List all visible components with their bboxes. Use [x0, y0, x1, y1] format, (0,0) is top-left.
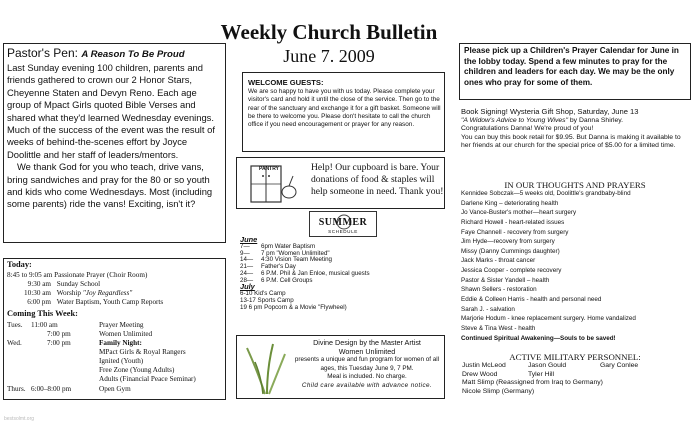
military-list [462, 362, 690, 396]
schedule-july-item: 13-17 Sports Camp [240, 297, 294, 305]
prayer-item: Pastor & Sister Yandell – health [461, 276, 550, 284]
today-schedule-box [3, 258, 226, 400]
welcome-guests-heading: WELCOME GUESTS: [248, 78, 324, 87]
prayers-closing: Continued Spiritual Awakening—Souls to be saved! [461, 334, 616, 342]
coming-row: Thurs. 6:00–8:00 pm Open Gym [7, 385, 131, 393]
schedule-logo-word: SCHEDULE [328, 229, 358, 234]
today-row: 6:00 pm Water Baptism, Youth Camp Reports [27, 298, 164, 306]
today-row: 10:30 am Worship "Joy Regardless" [24, 289, 133, 297]
pantry-text: Help! Our cupboard is bare. Your donations of food & staples will help someone in need. Thank you! [311, 162, 444, 198]
today-heading: Today: [7, 260, 32, 269]
food-pantry-box [236, 157, 445, 209]
grass-art-icon [243, 340, 287, 396]
prayers-heading: IN OUR THOUGHTS AND PRAYERS [504, 180, 646, 190]
prayer-item: Sarah J. - salvation [461, 305, 515, 313]
schedule-july-item: 6-10 Kid's Camp [240, 290, 286, 298]
prayer-item: Jessica Cooper - complete recovery [461, 267, 562, 275]
bulletin-title: Weekly Church Bulletin [220, 20, 438, 44]
prayer-item: Jim Hyde—recovery from surgery [461, 238, 555, 246]
military-heading: ACTIVE MILITARY PERSONNEL: [509, 352, 641, 362]
military-row: Matt Slimp (Reassigned from Iraq to Germany) [462, 379, 603, 386]
divine-design-text [291, 339, 443, 390]
welcome-guests-box [242, 72, 445, 152]
coming-this-week-heading: Coming This Week: [7, 309, 78, 318]
schedule-june-item: 14— 4:30 Vision Team Meeting [240, 256, 332, 264]
divine-design-line4: Meal is included. No charge. [327, 373, 407, 380]
welcome-guests-text: We are so happy to have you with us today. Please complete your visitor's card and hold it until the close of the service. Then go to the rear of the sanctuary and exchange it for a gift basket. Someone will be there to welcome you. Please don't hesitate to call the church office if you need encouragement or prayer for any reason. [248, 88, 441, 129]
military-row: Drew Wood Tyler Hill [462, 370, 555, 378]
prayer-calendar-box [459, 43, 691, 100]
coming-row: Ignited (Youth) [99, 357, 144, 365]
coming-row: MPact Girls & Royal Rangers [99, 348, 186, 356]
schedule-june-item: 9— 7 pm "Women Unlimited" [240, 249, 330, 257]
coming-row: Wed. 7:00 pm Family Night: [7, 339, 142, 347]
watermark-text: bestsolmt.org [4, 416, 35, 422]
prayer-item: Richard Howell - heart-related issues [461, 218, 565, 226]
pastor-pen-heading: Pastor's Pen: A Reason To Be Proud [7, 46, 185, 60]
divine-design-line1: Divine Design by the Master Artist [313, 338, 421, 347]
prayer-item: Faye Channell - recovery from surgery [461, 228, 569, 236]
schedule-june-item: 7— 6pm Water Baptism [240, 242, 316, 250]
prayer-item: Kennidee Sobczak—5 weeks old, Doolittle's grandbaby-blind [461, 190, 631, 197]
today-row: 8:45 to 9:05 am Passionate Prayer (Choir Room) [7, 271, 148, 279]
book-title: "A Widow's Advice to Young Wives" [461, 116, 568, 124]
schedule-june-item: 28— 6 P.M. Cell Groups [240, 276, 313, 284]
bulletin-date: June 7. 2009 [283, 46, 375, 66]
prayer-item: Shawn Sellers - restoration [461, 286, 537, 294]
prayer-item: Jack Marks - throat cancer [461, 257, 536, 265]
prayers-list [461, 189, 691, 343]
prayer-item: Steve & Tina West - health [461, 324, 536, 332]
pantry-logo-text: PANTRY [259, 166, 279, 172]
pastor-pen-box [3, 43, 226, 243]
summer-schedule-list [240, 237, 445, 312]
prayer-item: Marjorie Hodum - knee replacement surgery. Home vandalized [461, 315, 636, 323]
schedule-july-item: 19 6 pm Popcorn & a Movie "Flywheel) [240, 303, 347, 311]
divine-design-line3: presents a unique and fun program for women of all ages, this Tuesday June 9, 7 PM. [294, 356, 440, 372]
prayer-item: Darlene King – deteriorating health [461, 199, 559, 207]
prayer-item: Jo Vance-Buster's mother—heart surgery [461, 209, 577, 217]
schedule-june-item: 24— 6 P.M. Phil & Jan Enloe, musical guests [240, 269, 370, 277]
coming-row: 7:00 pm Women Unlimited [47, 330, 153, 338]
coming-row: Adults (Financial Peace Seminar) [99, 375, 196, 383]
divine-design-line5: Child care available with advance notice. [301, 381, 433, 389]
military-row: Nicole Slimp (Germany) [462, 387, 535, 395]
book-signing [461, 108, 689, 151]
prayer-item: Missy (Danny Cummings daughter) [461, 247, 560, 255]
prayer-calendar-text: Please pick up a Children's Prayer Calendar for June in the lobby today. Spend a few minutes to pray for the children and leaders for each day. We may be the only ones who pray for some of them. [464, 46, 679, 87]
june-heading: June [240, 235, 258, 244]
book-price-text: You can buy this book retail for $9.95. But Danna is making it available to her friends at our church for the special price of $5.00 for a limited time. [461, 133, 681, 149]
pastor-pen-para2: We thank God for you who teach, drive vans, bring sandwiches and pray for the 80 or so youth and kids who come Wednesdays. Most (including some parents) ride the vans! Exciting, isn't it? [7, 161, 213, 210]
book-congrats: Congratulations Danna! We're proud of you! [461, 125, 594, 132]
today-row: 9:30 am Sunday School [27, 280, 101, 288]
summer-schedule-logo [309, 211, 377, 237]
book-author: by Danna Shirley. [569, 116, 624, 124]
schedule-june-item: 21— Father's Day [240, 263, 296, 271]
women-unlimited-title: Women Unlimited [338, 346, 396, 356]
july-heading: July [240, 282, 255, 292]
pastor-pen-para1: Last Sunday evening 100 children, parents and friends gathered to crown our 2 Honor Stars, Cheyenne Staten and Devyn Reno. Each age group of Mpact Girls quoted Bible Verses and shared what they'd learned Wednesday evenings. Much of the success of the event was the result of weeks of behind-the-scenes effort by Joyce Doolittle and her staff of leaders/mentors. [7, 62, 215, 160]
pastor-pen-text [7, 46, 223, 211]
summer-logo-word: SUMMER [318, 217, 368, 228]
book-signing-heading: Book Signing! Wysteria Gift Shop, Saturday, June 13 [461, 107, 639, 116]
prayer-item: Eddie & Colleen Harris - health and personal need [461, 296, 602, 304]
divine-design-box [236, 335, 445, 399]
coming-row: Free Zone (Young Adults) [99, 366, 175, 374]
coming-row: Tues. 11:00 am Prayer Meeting [7, 321, 144, 329]
military-row: Justin McLeod Jason Gould Gary Conlee [462, 362, 639, 369]
